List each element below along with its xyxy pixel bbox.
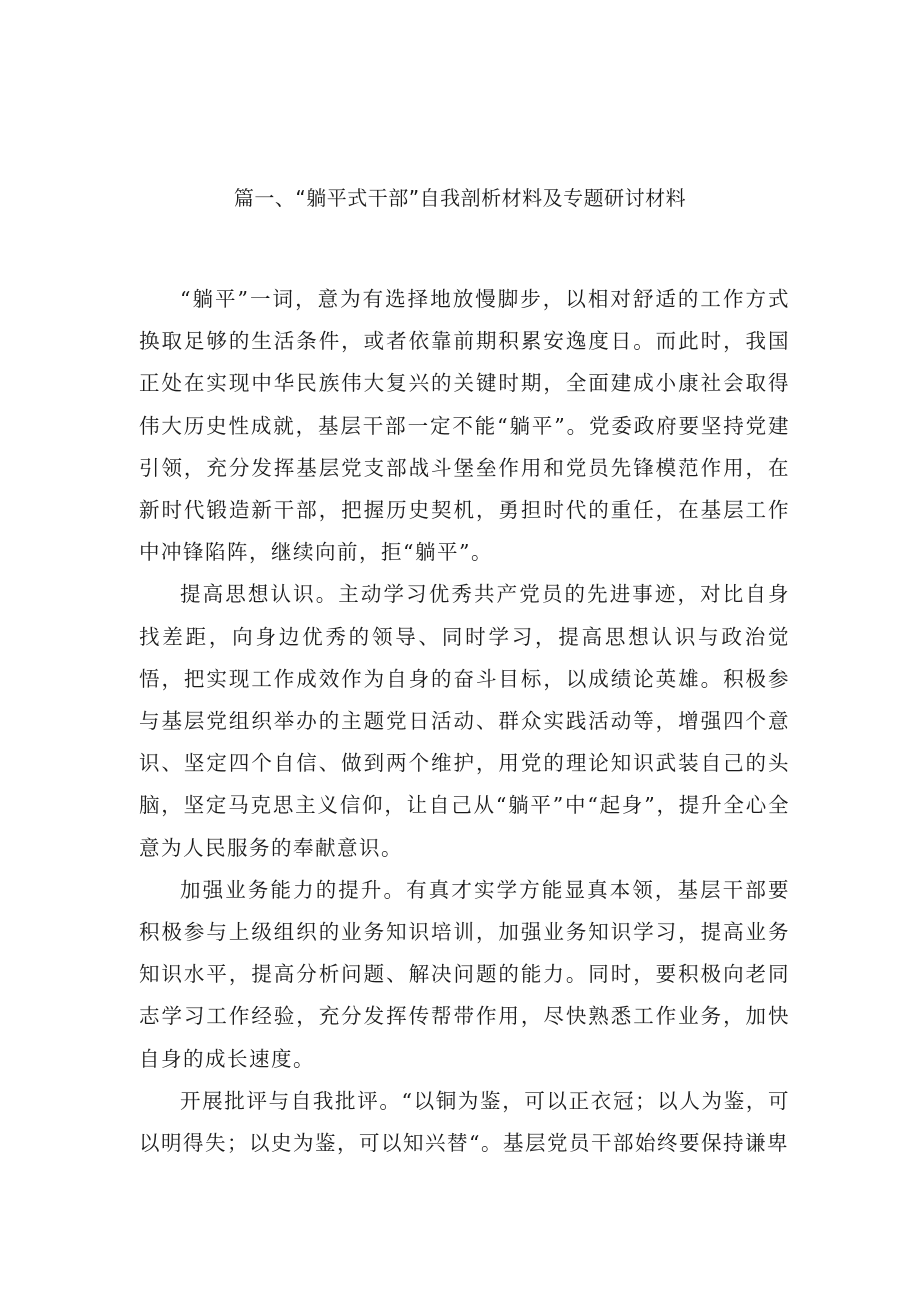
paragraph-thought: 提高思想认识。主动学习优秀共产党员的先进事迹，对比自身找差距，向身边优秀的领导、同时学习，提高思想认识与政治觉悟，把实现工作成效作为自身的奋斗目标，以成绩论英雄。积极参与基层党组织举办的主题党日活动、群众实践活动等，增强四个意识、坚定四个自信、做到两个维护，用党的理论知识武装自己的头脑，坚定马克思主义信仰，让自己从“躺平”中“起身”，提升全心全意为人民服务的奉献意识。 bbox=[139, 582, 790, 860]
paragraph-criticism: 开展批评与自我批评。“以铜为鉴，可以正衣冠；以人为鉴，可以明得失；以史为鉴，可以知兴替“。基层党员干部始终要保持谦卑 bbox=[139, 1088, 790, 1156]
paragraph-intro: “躺平”一词，意为有选择地放慢脚步，以相对舒适的工作方式换取足够的生活条件，或者依靠前期积累安逸度日。而此时，我国正处在实现中华民族伟大复兴的关键时期，全面建成小康社会取得伟大历史性成就，基层干部一定不能“躺平”。党委政府要坚持党建引领，充分发挥基层党支部战斗堡垒作用和党员先锋模范作用，在新时代锻造新干部，把握历史契机，勇担时代的重任，在基层工作中冲锋陷阵，继续向前，拒“躺平”。 bbox=[139, 287, 790, 565]
paragraph-ability: 加强业务能力的提升。有真才实学方能显真本领，基层干部要积极参与上级组织的业务知识培训，加强业务知识学习，提高业务知识水平，提高分析问题、解决问题的能力。同时，要积极向老同志学习工作经验，充分发挥传帮带作用，尽快熟悉工作业务，加快自身的成长速度。 bbox=[139, 877, 790, 1071]
document-body bbox=[139, 278, 790, 1164]
document-title: 篇一、“躺平式干部”自我剖析材料及专题研讨材料 bbox=[233, 186, 687, 210]
